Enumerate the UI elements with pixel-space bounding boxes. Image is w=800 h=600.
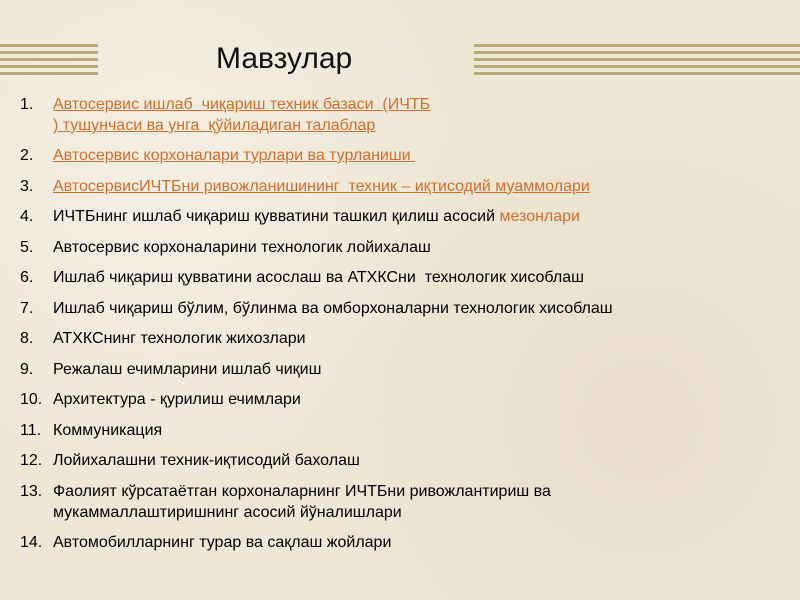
topic-text-7: Ишлаб чиқариш бўлим, бўлинма ва омборхоналарни технологик хисоблаш [53, 299, 613, 317]
topic-item-7 [20, 298, 720, 319]
topic-number: 13. [20, 482, 43, 500]
topic-item-6 [20, 267, 720, 288]
topic-number: 14. [20, 533, 43, 551]
topic-text-13-line-1: Фаолият кўрсатаётган корхоналарнинг ИЧТБни ривожлантириш ва [53, 482, 551, 500]
topic-item-13 [20, 481, 720, 523]
topic-item-1[interactable] [20, 94, 720, 136]
topic-item-10 [20, 389, 720, 410]
topic-item-14 [20, 532, 720, 553]
topic-link-3[interactable]: АвтосервисИЧТБни ривожланишининг техник – иқтисодий муаммолари [53, 177, 590, 195]
topic-text-14: Автомобилларнинг турар ва сақлаш жойлари [53, 533, 392, 551]
topic-number: 3. [20, 177, 34, 195]
decorative-stripes-left [0, 44, 98, 76]
topic-link-1-line-2[interactable]: ) тушунчаси ва унга қўйиладиган талаблар [53, 117, 376, 134]
topic-link-1-line-1[interactable]: Автосервис ишлаб чиқариш техник базаси (ИЧТБ [53, 96, 431, 113]
topic-item-2[interactable] [20, 145, 720, 166]
topic-number: 12. [20, 452, 43, 469]
topic-item-4 [20, 206, 720, 227]
topic-item-11 [20, 420, 720, 441]
topic-item-8 [20, 328, 720, 349]
topic-number: 10. [20, 391, 43, 408]
topic-item-3[interactable] [20, 176, 720, 197]
topic-text-6: Ишлаб чиқариш қувватини асослаш ва АТХКСни технологик хисоблаш [53, 269, 584, 286]
topic-text-5: Автосервис корхоналарини технологик лойихалаш [53, 238, 431, 256]
slide-title: Мавзулар [216, 42, 353, 75]
topic-number: 4. [20, 208, 34, 225]
topic-text-4-accent: мезонлари [499, 208, 580, 225]
topic-text-10: Архитектура - қурилиш ечимлари [53, 391, 301, 408]
topic-number: 11. [20, 421, 42, 439]
topic-number: 6. [20, 269, 34, 286]
decorative-stripes-right [474, 44, 800, 76]
topic-number: 2. [20, 147, 34, 164]
topic-number: 8. [20, 330, 34, 347]
topic-text-12: Лойихалашни техник-иқтисодий бахолаш [53, 452, 360, 469]
topic-list [20, 94, 720, 562]
topic-text-4: ИЧТБнинг ишлаб чиқариш қувватини ташкил қилиш асосий [53, 208, 500, 225]
topic-text-8: АТХКСнинг технологик жихозлари [53, 330, 306, 347]
topic-number: 9. [20, 360, 34, 378]
topic-item-9 [20, 359, 720, 380]
topic-number: 1. [20, 96, 34, 113]
topic-text-11: Коммуникация [53, 421, 163, 439]
topic-item-5 [20, 237, 720, 258]
topic-link-2[interactable]: Автосервис корхоналари турлари ва турланиши [53, 147, 416, 164]
topic-text-13-line-2: мукаммаллаштиришнинг асосий йўналишлари [53, 503, 402, 521]
topic-item-12 [20, 450, 720, 471]
topic-number: 7. [20, 299, 34, 317]
topic-number: 5. [20, 238, 34, 256]
topic-text-9: Режалаш ечимларини ишлаб чиқиш [53, 360, 322, 378]
